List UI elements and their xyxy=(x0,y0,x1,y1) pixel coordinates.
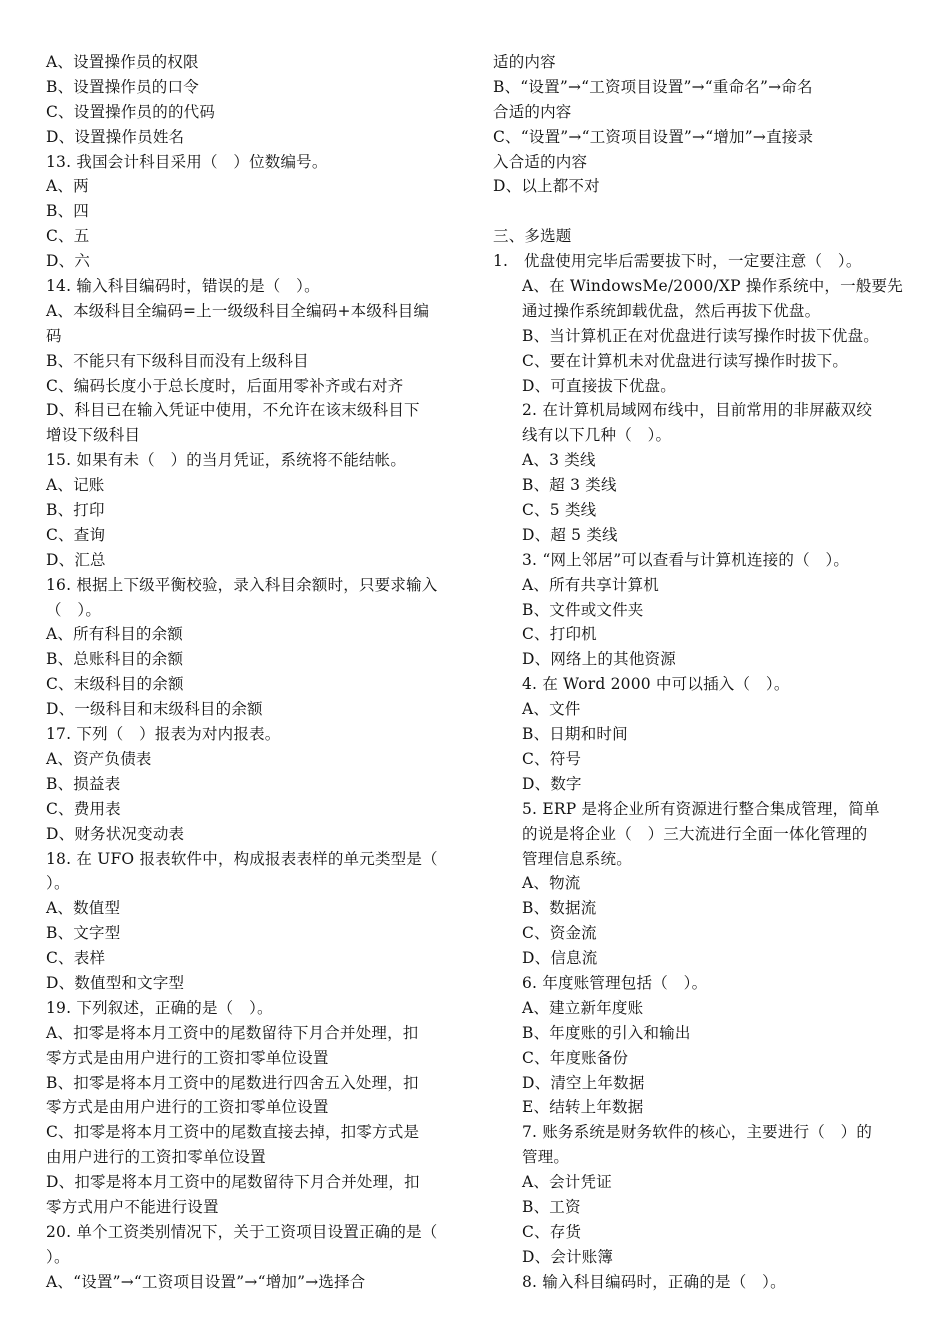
text-line: D、会计账簿 xyxy=(522,1247,614,1266)
text-line: B、打印 xyxy=(46,501,105,520)
question-15: 15. 如果有未（ ）的当月凭证，系统将不能结帐。 xyxy=(46,451,407,470)
text-line: A、资产负债表 xyxy=(46,749,152,768)
blank-line xyxy=(493,199,907,224)
text-line: 码 xyxy=(46,326,62,345)
text-line: D、清空上年数据 xyxy=(522,1073,645,1092)
question-m8: 8. 输入科目编码时，正确的是（ ）。 xyxy=(522,1272,786,1291)
text-line: D、财务状况变动表 xyxy=(46,824,185,843)
text-line: A、设置操作员的权限 xyxy=(46,53,199,71)
question-14: 14. 输入科目编码时，错误的是（ ）。 xyxy=(46,277,320,296)
text-line: E、结转上年数据 xyxy=(522,1098,644,1117)
text-line: B、总账科目的余额 xyxy=(46,650,184,669)
question-16: 16. 根据上下级平衡校验，录入科目余额时，只要求输入 xyxy=(46,575,438,594)
text-line: B、当计算机正在对优盘进行读写操作时拔下优盘。 xyxy=(522,326,879,345)
left-column xyxy=(46,50,460,1295)
text-line: A、所有共享计算机 xyxy=(522,575,659,594)
text-line: C、5 类线 xyxy=(522,501,597,520)
text-line: D、汇总 xyxy=(46,550,106,569)
text-line: 管理信息系统。 xyxy=(522,849,632,868)
text-line: B、扣零是将本月工资中的尾数进行四舍五入处理，扣 xyxy=(46,1073,419,1092)
text-line: B、数据流 xyxy=(522,899,597,918)
section-heading: 三、多选题 xyxy=(493,227,572,246)
question-m6: 6. 年度账管理包括（ ）。 xyxy=(522,973,708,992)
text-line: 入合适的内容 xyxy=(493,152,588,171)
question-m7: 7. 账务系统是财务软件的核心，主要进行（ ）的 xyxy=(522,1123,873,1142)
text-line: ）。 xyxy=(46,1247,70,1266)
text-line: B、文件或文件夹 xyxy=(522,600,644,619)
text-line: 增设下级科目 xyxy=(46,426,141,445)
text-line: A、在 WindowsMe/2000/XP 操作系统中，一般要先 xyxy=(522,277,903,296)
text-line: C、查询 xyxy=(46,525,106,544)
text-line: B、设置操作员的口令 xyxy=(46,77,199,96)
text-line: B、年度账的引入和输出 xyxy=(522,1023,691,1042)
text-line: C、费用表 xyxy=(46,799,121,818)
text-line: A、本级科目全编码=上一级级科目全编码+本级科目编 xyxy=(46,301,430,320)
question-13: 13. 我国会计科目采用（ ）位数编号。 xyxy=(46,152,328,171)
text-line: A、扣零是将本月工资中的尾数留待下月合并处理，扣 xyxy=(46,1023,419,1042)
text-line: C、符号 xyxy=(522,749,582,768)
text-line: A、文件 xyxy=(522,700,581,719)
text-line: A、“设置”→“工资项目设置”→“增加”→选择合 xyxy=(46,1272,366,1291)
text-line: C、扣零是将本月工资中的尾数直接去掉，扣零方式是 xyxy=(46,1123,420,1142)
text-line: A、两 xyxy=(46,177,89,196)
question-18: 18. 在 UFO 报表软件中，构成报表表样的单元类型是（ xyxy=(46,849,438,868)
text-line: A、3 类线 xyxy=(522,451,596,470)
text-line: D、以上都不对 xyxy=(493,177,600,196)
text-line: 零方式是由用户进行的工资扣零单位设置 xyxy=(46,1048,329,1067)
text-line: C、资金流 xyxy=(522,924,597,943)
text-line: C、“设置”→“工资项目设置”→“增加”→直接录 xyxy=(493,127,814,146)
text-line: 通过操作系统卸载优盘，然后再拔下优盘。 xyxy=(522,301,821,320)
text-line: ）。 xyxy=(46,874,70,893)
text-line: D、网络上的其他资源 xyxy=(522,650,676,669)
text-line: D、六 xyxy=(46,252,91,271)
text-line: C、末级科目的余额 xyxy=(46,675,184,694)
text-line: C、年度账备份 xyxy=(522,1048,629,1067)
text-line: A、数值型 xyxy=(46,899,121,918)
right-column xyxy=(493,50,907,1295)
text-line: A、会计凭证 xyxy=(522,1173,612,1192)
question-m3: 3. “网上邻居”可以查看与计算机连接的（ ）。 xyxy=(522,550,850,569)
question-m2: 2. 在计算机局域网布线中，目前常用的非屏蔽双绞 xyxy=(522,401,873,420)
text-line: B、不能只有下级科目而没有上级科目 xyxy=(46,351,309,370)
text-line: C、设置操作员的的代码 xyxy=(46,102,216,121)
text-line: 零方式是由用户进行的工资扣零单位设置 xyxy=(46,1098,329,1117)
question-m1: 1. 优盘使用完毕后需要拔下时，一定要注意（ ）。 xyxy=(493,252,862,271)
text-line: B、工资 xyxy=(522,1197,581,1216)
text-line: B、“设置”→“工资项目设置”→“重命名”→命名 xyxy=(493,77,813,96)
question-19: 19. 下列叙述，正确的是（ ）。 xyxy=(46,998,273,1017)
text-line: D、扣零是将本月工资中的尾数留待下月合并处理，扣 xyxy=(46,1173,420,1192)
question-17: 17. 下列（ ）报表为对内报表。 xyxy=(46,725,281,744)
text-line: A、建立新年度账 xyxy=(522,998,644,1017)
text-line: 线有以下几种（ ）。 xyxy=(522,426,672,445)
text-line: 零方式用户不能进行设置 xyxy=(46,1197,219,1216)
text-line: C、编码长度小于总长度时，后面用零补齐或右对齐 xyxy=(46,376,404,395)
text-line: 适的内容 xyxy=(493,53,556,71)
question-20: 20. 单个工资类别情况下，关于工资项目设置正确的是（ xyxy=(46,1222,438,1241)
text-line: B、损益表 xyxy=(46,774,121,793)
text-line: 合适的内容 xyxy=(493,102,572,121)
text-line: D、超 5 类线 xyxy=(522,525,618,544)
text-line: C、五 xyxy=(46,227,90,246)
text-line: D、科目已在输入凭证中使用，不允许在该末级科目下 xyxy=(46,401,420,420)
text-line: B、超 3 类线 xyxy=(522,476,617,495)
text-line: A、物流 xyxy=(522,874,581,893)
text-line: D、一级科目和末级科目的余额 xyxy=(46,700,263,719)
text-line: （ ）。 xyxy=(46,600,102,619)
text-line: 的说是将企业（ ）三大流进行全面一体化管理的 xyxy=(522,824,868,843)
text-line: A、记账 xyxy=(46,476,105,495)
text-line: A、所有科目的余额 xyxy=(46,625,183,644)
text-line: D、可直接拔下优盘。 xyxy=(522,376,676,395)
text-line: D、设置操作员姓名 xyxy=(46,127,185,146)
text-line: D、数字 xyxy=(522,774,582,793)
text-line: D、信息流 xyxy=(522,949,598,968)
text-line: D、数值型和文字型 xyxy=(46,973,185,992)
text-line: B、文字型 xyxy=(46,924,121,943)
text-line: 管理。 xyxy=(522,1148,570,1167)
text-line: B、日期和时间 xyxy=(522,725,628,744)
question-m5: 5. ERP 是将企业所有资源进行整合集成管理，简单 xyxy=(522,799,880,818)
text-line: C、存货 xyxy=(522,1222,582,1241)
text-line: C、打印机 xyxy=(522,625,597,644)
text-line: C、要在计算机未对优盘进行读写操作时拔下。 xyxy=(522,351,849,370)
text-line: B、四 xyxy=(46,202,89,221)
text-line: C、表样 xyxy=(46,949,106,968)
text-line: 由用户进行的工资扣零单位设置 xyxy=(46,1148,266,1167)
question-m4: 4. 在 Word 2000 中可以插入（ ）。 xyxy=(522,675,790,694)
